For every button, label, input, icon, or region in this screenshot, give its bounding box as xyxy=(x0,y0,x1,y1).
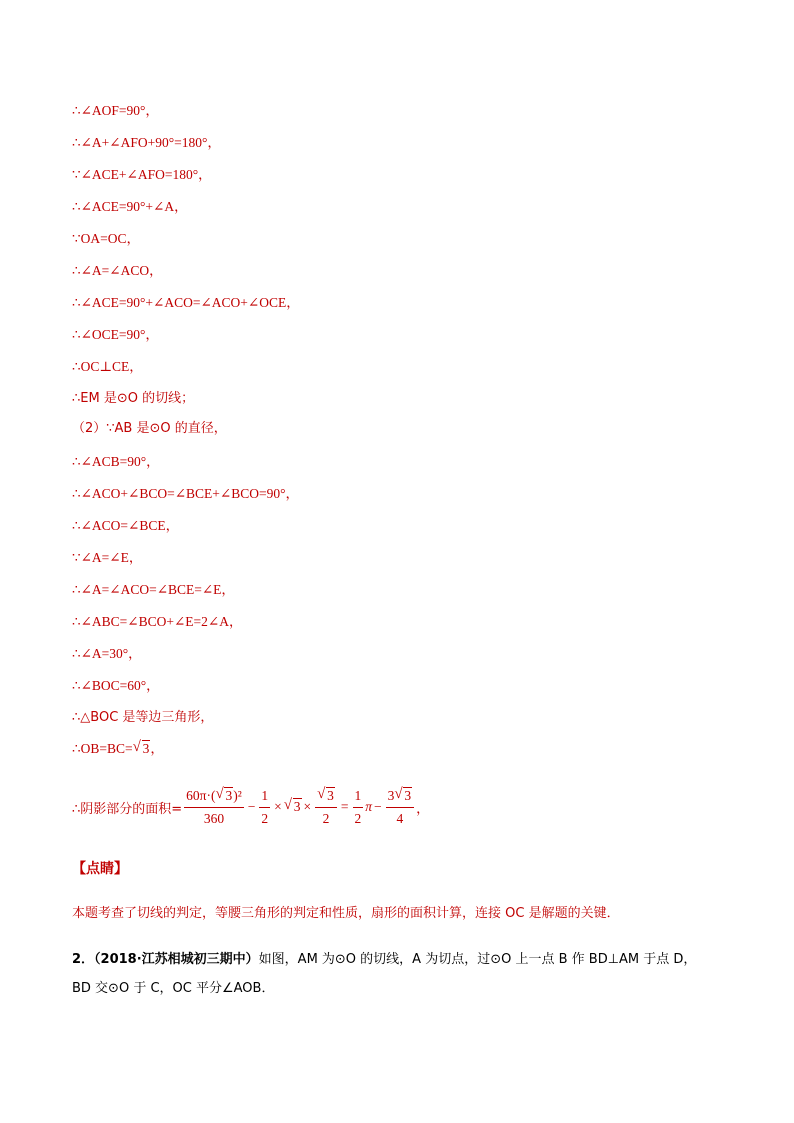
comment-text: 本题考查了切线的判定，等腰三角形的判定和性质，扇形的面积计算，连接 OC 是解题的关键． xyxy=(72,906,620,921)
fraction-sector: 60π·( √ 3)² 360 xyxy=(186,785,242,826)
fraction-half-2: $\frac{1}{2}$ xyxy=(354,787,362,826)
fraction-3root3-over-4: 3 √ 3 4 xyxy=(386,788,415,827)
problem-number: 2． xyxy=(72,952,95,967)
solution-line: ∴∠ACE=90°+∠A， xyxy=(72,199,188,214)
shaded-area-formula: ∴阴影部分的面积= 60π·( √ 3)² 360 − $\frac{1}{2}$ × √ 3 × √ 3 2 = $\frac{1}{2}$ π − 3 √ 3 4 ， xyxy=(72,785,430,826)
sqrt-3: √ 3 xyxy=(132,739,150,756)
solution-line: ∴∠BOC=60°， xyxy=(72,678,160,693)
problem-source: （2018·江苏相城初三期中） xyxy=(94,952,259,967)
solution-line: ∴OC⊥CE， xyxy=(72,359,143,374)
solution-line: ∴∠A=∠ACO=∠BCE=∠E， xyxy=(72,582,235,597)
solution-line: ∵OA=OC， xyxy=(72,231,140,246)
solution-line: ∴△BOC 是等边三角形， xyxy=(72,710,214,725)
fraction-half-1: $\frac{1}{2}$ xyxy=(261,787,269,826)
formula-prefix: ∴阴影部分的面积= xyxy=(72,801,183,817)
solution-line: ∴∠ABC=∠BCO+∠E=2∠A， xyxy=(72,614,243,629)
problem-text-2: BD 交⊙O 于 C，OC 平分∠AOB． xyxy=(72,981,275,996)
solution-line: ∴EM 是⊙O 的切线； xyxy=(72,391,195,406)
solution-line: ∴∠ACB=90°， xyxy=(72,454,160,469)
ob-line-prefix: ∴OB=BC= xyxy=(72,741,133,756)
solution-line: ∴∠ACO+∠BCO=∠BCE+∠BCO=90°， xyxy=(72,486,299,501)
solution-line: ∴∠AOF=90°， xyxy=(72,103,159,118)
solution-line: ∴∠OCE=90°， xyxy=(72,327,159,342)
ob-equals-bc-line: ∴OB=BC= √ 3， xyxy=(72,739,164,756)
solution-line: ∴∠ACE=90°+∠ACO=∠ACO+∠OCE， xyxy=(72,295,300,310)
problem-text-1: 如图，AM 为⊙O 的切线，A 为切点，过⊙O 上一点 B 作 BD⊥AM 于点 D， xyxy=(258,952,697,967)
solution-line: ∴∠A+∠AFO+90°=180°， xyxy=(72,135,221,150)
solution-line: （2）∵AB 是⊙O 的直径， xyxy=(72,421,227,436)
solution-line: ∴∠A=30°， xyxy=(72,646,142,661)
problem-line-1 xyxy=(72,948,732,967)
solution-line: ∴∠A=∠ACO， xyxy=(72,263,163,278)
fraction-root3-over-2: √ 3 2 xyxy=(315,788,337,827)
solution-line: ∴∠ACO=∠BCE， xyxy=(72,518,180,533)
solution-line: ∵∠ACE+∠AFO=180°， xyxy=(72,167,212,182)
comment-heading: 【点睛】 xyxy=(72,861,128,877)
problem-line-2 xyxy=(72,977,732,996)
solution-line: ∵∠A=∠E， xyxy=(72,550,143,565)
sqrt-3-mid: √ 3 xyxy=(283,797,301,814)
